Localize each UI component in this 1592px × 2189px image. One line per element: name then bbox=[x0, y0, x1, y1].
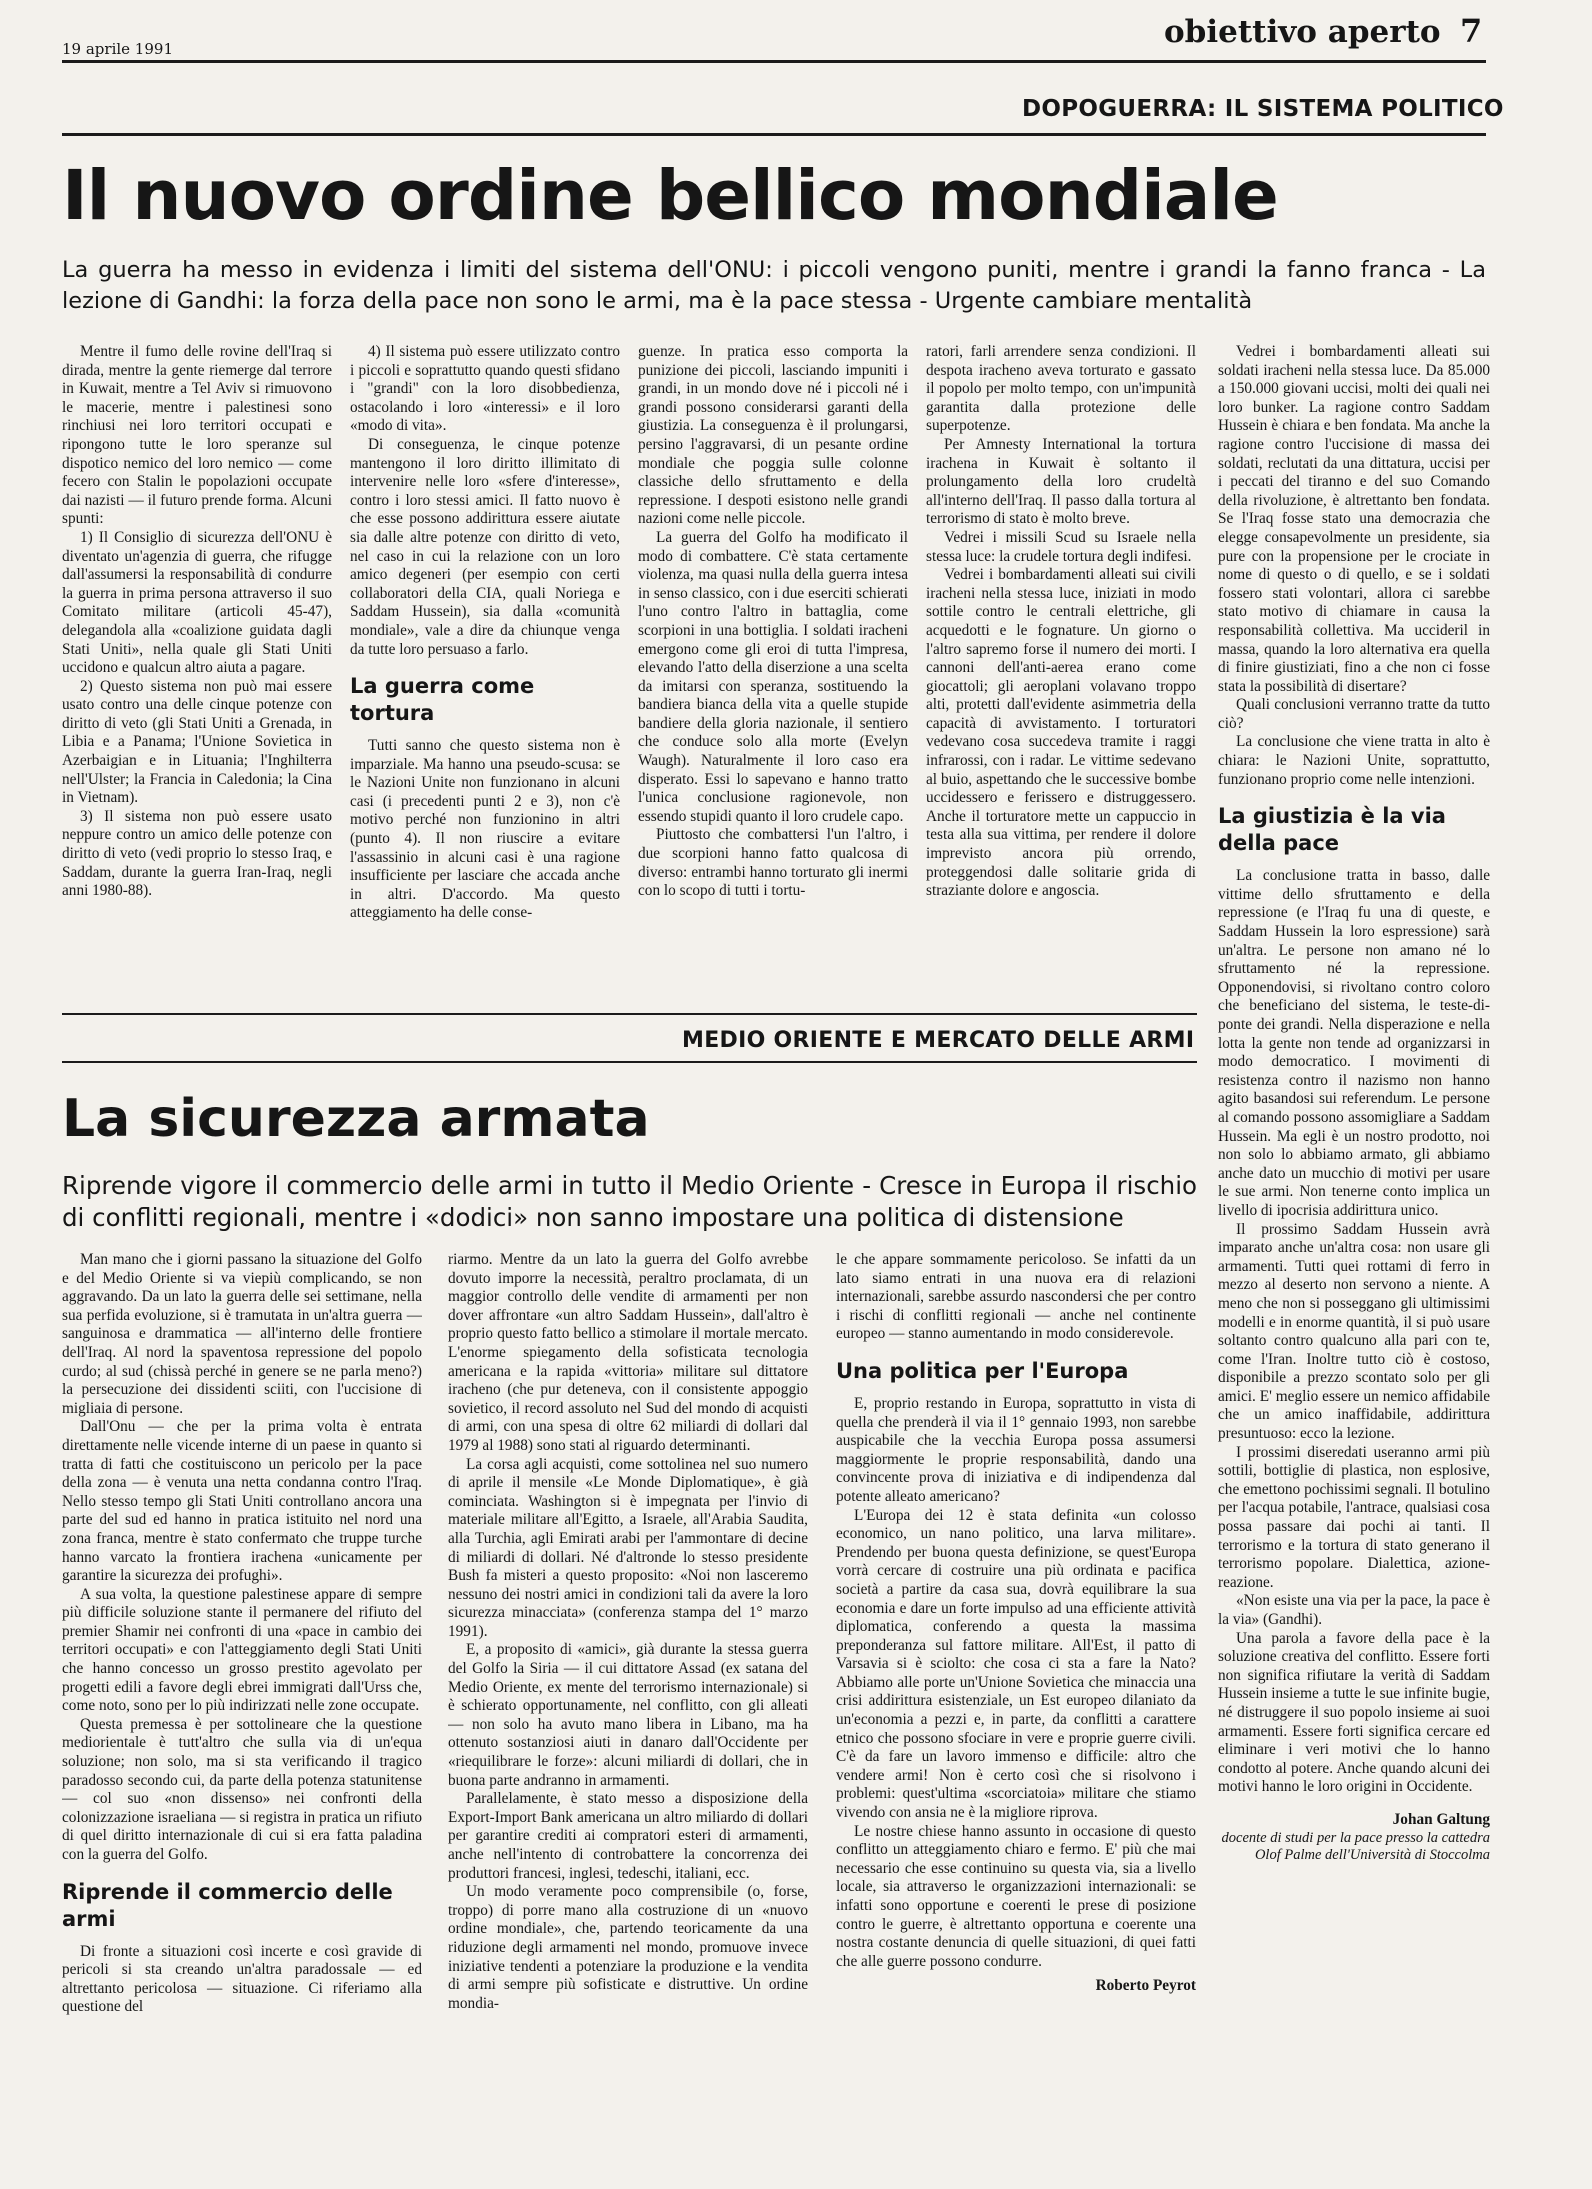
paragraph: La guerra del Golfo ha modificato il modo di combattere. C'è stata certamente violenza, ma quasi nulla della guerra intesa in senso classico, con i due eserciti schierati l'uno contro l'altro in battaglia, come scorpioni in una bottiglia. I soldati iracheni emergono come gli eroi di tutta l'impresa, elevando l'atto della diserzione a una scelta da imitarsi con speranza, sostituendo la bandiera bianca della vita a quelle stupide bandiere della gloria nazionale, il sentiero che conduce solo alla morte (Evelyn Waugh). Naturalmente il loro caso era disperato. Essi lo sapevano e hanno tratto l'unica conclusione ragionevole, non essendo stupidi quanto il loro crudele capo. bbox=[638, 528, 908, 825]
article2-title: La sicurezza armata bbox=[62, 1089, 650, 1149]
article1-column-5 bbox=[1218, 343, 1490, 2153]
subheading: La giustizia è la via della pace bbox=[1218, 804, 1446, 856]
paragraph: guenze. In pratica esso comporta la punizione dei piccoli, lasciando impuniti i grandi, in un mondo dove né i piccoli né i grandi possono considerarsi garanti della giustizia. La conseguenza è il prolungarsi, persino l'aggravarsi, di un pesante ordine mondiale che poggia sulle colonne classiche dello sfruttamento e della repressione. I despoti esistono nelle grandi nazioni come nelle piccole. bbox=[638, 343, 908, 528]
paragraph: 1) Il Consiglio di sicurezza dell'ONU è diventato un'agenzia di guerra, che rifugge dall'assumersi la responsabilità di condurre la guerra in prima persona attraverso il suo Comitato militare (articoli 45-47), delegandola alla «coalizione guidata dagli Stati Uniti», nella quale gli Stati Uniti uccidono e qualcun altro aiuta a pagare. bbox=[62, 528, 332, 677]
paragraph: Man mano che i giorni passano la situazione del Golfo e del Medio Oriente si va viepiù complicando, se non aggravando. Da un lato la guerra delle sei settimane, nella sua perfida evoluzione, si è tramutata in un'altra guerra — sanguinosa e drammatica — all'interno delle frontiere dell'Iraq. Al nord la spaventosa repressione del popolo curdo; al sud (chissà perché in genere se ne parla meno?) la persecuzione dei dissidenti sciiti, con l'uccisione di migliaia di persone. bbox=[62, 1251, 422, 1417]
issue-date: 19 aprile 1991 bbox=[62, 40, 173, 58]
paragraph: ratori, farli arrendere senza condizioni. Il despota iracheno aveva torturato e gassato il popolo per molto tempo, con un'impunità garantita dalla protezione delle superpotenze. bbox=[926, 343, 1196, 435]
subheading: Riprende il commercio delle armi bbox=[62, 1879, 393, 1931]
paragraph: La corsa agli acquisti, come sottolinea nel suo numero di aprile il mensile «Le Monde Diplomatique», è già cominciata. Washington si è impegnata per l'invio di materiale militare all'Egitto, a Israele, all'Arabia Saudita, alla Turchia, agli Emirati arabi per l'ammontare di decine di miliardi di dollari. Né d'altronde lo stesso presidente Bush fa misteri a questo proposito: «Noi non lasceremo nessuno dei nostri amici in condizioni tali da avere la loro sicurezza minacciata» (conferenza stampa del 1° marzo 1991). bbox=[448, 1455, 808, 1640]
paragraph: Questa premessa è per sottolineare che la questione mediorientale è tutt'altro che sulla via di un'equa soluzione; non solo, ma si sta verificando il tragico paradosso secondo cui, da parte della potenza statunitense — col suo «non dissenso» nei confronti della colonizzazione israeliana — si registra in pratica un rifiuto di quel diritto internazionale di cui si era fatta paladina con la guerra del Golfo. bbox=[62, 1715, 422, 1863]
subheading: La guerra come tortura bbox=[350, 674, 535, 726]
paragraph: Il prossimo Saddam Hussein avrà imparato anche un'altra cosa: non usare gli armamenti. Tutti quei rottami di ferro in mezzo al deserto non servono a niente. A meno che non si posseggano gli ultimissimi modelli e in enorme quantità, il si può usare soltanto contro qualcuno alla pari con te, come l'Iran. Inoltre tutto ciò è costoso, disponibile a prezzo scontato solo per gli amici. E' meglio essere un nemico affidabile che un amico inaffidabile, addirittura presuntuoso: ecco la lezione. bbox=[1218, 1220, 1490, 1443]
paragraph: 3) Il sistema non può essere usato neppure contro un amico delle potenze con diritto di veto (vedi proprio lo stesso Iraq, e Saddam, durante la guerra Iran-Iraq, negli anni 1980-88). bbox=[62, 807, 332, 900]
article1-author-note: docente di studi per la pace presso la cattedra Olof Palme dell'Università di Stoccolma bbox=[1221, 1829, 1490, 1863]
paragraph: Quali conclusioni verranno tratte da tutto ciò? bbox=[1218, 696, 1490, 732]
paragraph: Mentre il fumo delle rovine dell'Iraq si dirada, mentre la gente riemerge dal terrore in Kuwait, mentre a Tel Aviv si rimuovono le macerie, mentre i palestinesi sono rinchiusi nei loro territori occupati e ripongono tutte le loro speranze sul dispotico nemico del loro nemico — come fecero con Stalin le popolazioni occupate dai nazisti — il futuro prende forma. Alcuni spunti: bbox=[62, 343, 332, 528]
publication-name: obiettivo aperto bbox=[1164, 14, 1441, 50]
paragraph: Un modo veramente poco comprensibile (o, forse, troppo) di porre mano alla costruzione di un «nuovo ordine mondiale», che, partendo teoricamente da una riduzione degli armamenti nel mondo, promuove invece iniziative tendenti a potenziare la produzione e la vendita di armi sempre più sofisticate e distruttive. Un ordine mondia- bbox=[448, 1883, 808, 2012]
paragraph: Una parola a favore della pace è la soluzione creativa del conflitto. Essere forti non significa rifiutare la verità di Saddam Hussein insieme a tutte le sue infinite bugie, né distruggere il suo popolo insieme ai suoi armamenti. Essere forti significa cercare ed eliminare i veri motivi che lo hanno condotto al potere. Anche quando alcuni dei motivi hanno le loro origini in Occidente. bbox=[1218, 1629, 1490, 1796]
paragraph: Per Amnesty International la tortura irachena in Kuwait è soltanto il prolungamento della loro crudeltà all'interno dell'Iraq. Il passo dalla tortura al terrorismo di stato è molto breve. bbox=[926, 435, 1196, 528]
article1-title: Il nuovo ordine bellico mondiale bbox=[62, 156, 1278, 236]
article2-kicker-rule bbox=[62, 1061, 1197, 1063]
subheading: Una politica per l'Europa bbox=[836, 1358, 1129, 1383]
paragraph: riarmo. Mentre da un lato la guerra del Golfo avrebbe dovuto imporre la necessità, peraltro proclamata, di un maggior controllo delle vendite di armamenti per non dover affrontare «un altro Saddam Hussein», dall'altro è proprio questo fatto bellico a stimolare il mortale mercato. L'enorme spiegamento della sofisticata tecnologia americana e la rapida «vittoria» militare sul dittatore iracheno (che pur deteneva, con il consistente appoggio sovietico, il record assoluto nel Sud del mondo di acquisti di armi, con una spesa di oltre 62 miliardi di dollari dal 1979 al 1988) sono stati al riguardo determinanti. bbox=[448, 1251, 808, 1454]
paragraph: Dall'Onu — che per la prima volta è entrata direttamente nelle vicende interne di un paese in quanto si tratta di fatti che costituiscono un pericolo per la pace della zona — è venuta una netta condanna contro l'Iraq. Nello stesso tempo gli Stati Uniti controllano ancora una parte del sud ed hanno in pratica istituito nel nord una zona franca, mentre è stato confermato che truppe turche hanno varcato la frontiera irachena «unicamente per garantire la sicurezza dei profughi». bbox=[62, 1418, 422, 1585]
paragraph: 2) Questo sistema non può mai essere usato contro una delle cinque potenze con diritto di veto (gli Stati Uniti a Grenada, in Libia e a Panama; l'Unione Sovietica in Azerbaigian e in Lituania; l'Inghilterra nell'Ulster; la Francia in Caledonia; la Cina in Vietnam). bbox=[62, 677, 332, 807]
paragraph: Le nostre chiese hanno assunto in occasione di questo conflitto un atteggiamento chiaro e fermo. E' più che mai necessario che esse continuino su questa via, sia a livello locale, sia attraverso le organizzazioni internazionali: se infatti sono opportune e coerenti le prese di posizione contro le guerre, è altrettanto opportuna e coerente una nostra costante denuncia di quelle situazioni, di quei fatti che alle guerre possono condurre. bbox=[836, 1822, 1196, 1970]
paragraph: Piuttosto che combattersi l'un l'altro, i due scorpioni hanno fatto qualcosa di diverso: entrambi hanno torturato gli inermi con lo scopo di tutti i tortu- bbox=[638, 826, 908, 900]
article1-kicker: DOPOGUERRA: IL SISTEMA POLITICO bbox=[1022, 96, 1504, 122]
article1-kicker-rule bbox=[62, 133, 1486, 136]
paragraph: E, proprio restando in Europa, soprattutto in vista di quella che prenderà il via il 1° gennaio 1993, non sarebbe auspicabile che la vecchia Europa possa assumersi maggiormente le proprie responsabilità, dando una convincente prova di iniziativa e di indipendenza dal potente alleato americano? bbox=[836, 1394, 1196, 1505]
paragraph: 4) Il sistema può essere utilizzato contro i piccoli e soprattutto quando questi sfidano i "grandi" con la loro disobbedienza, ostacolando i loro «interessi» e il loro «modo di vita». bbox=[350, 343, 620, 435]
paragraph: La conclusione che viene tratta in alto è chiara: le Nazioni Unite, soprattutto, funzionano proprio come nelle intenzioni. bbox=[1218, 733, 1490, 788]
paragraph: le che appare sommamente pericoloso. Se infatti da un lato siamo entrati in una nuova era di relazioni internazionali, sarebbe assurdo nascondersi che per contro i rischi di conflitti regionali — anche nel continente europeo — stanno aumentando in modo considerevole. bbox=[836, 1251, 1196, 1343]
paragraph: Vedrei i bombardamenti alleati sui civili iracheni nella stessa luce, iniziati in modo sottile contro le centrali elettriche, gli acquedotti e le fognature. Un giorno o l'altro sapremo forse il numero dei morti. I cannoni dell'anti-aerea erano come giocattoli; gli aeroplani volavano troppo alti, protetti dall'evidente asimmetria della capacità di avvistamento. I torturatori vedevano cosa succedeva tramite i raggi infrarossi, con i radar. Le vittime sedevano al buio, aspettando che le successive bombe uccidessero e ferissero e distruggessero. Anche il torturatore mette un cappuccio in testa alla sua vittima, per rendere il dolore imprevisto ancora più orrendo, proteggendosi dalle solitarie grida di straziante dolore e angoscia. bbox=[926, 566, 1196, 900]
paragraph: E, a proposito di «amici», già durante la stessa guerra del Golfo la Siria — il cui dittatore Assad (ex satana del Medio Oriente, ex mente del terrorismo internazionale) si è schierato opportunamente, nel conflitto, con gli alleati — non solo ha avuto mano libera in Libano, ma ha ottenuto sostanziosi aiuti in danaro dall'Occidente per «riequilibrare le forze»: alcuni miliardi di dollari, che in buona parte andranno in armamenti. bbox=[448, 1641, 808, 1789]
paragraph: Di fronte a situazioni così incerte e così gravide di pericoli si sta creando un'altra paradossale — ed altrettanto pericolosa — situazione. Ci riferiamo alla questione del bbox=[62, 1942, 422, 2016]
article2-top-rule bbox=[62, 1013, 1197, 1015]
paragraph: Vedrei i bombardamenti alleati sui soldati iracheni nella stessa luce. Da 85.000 a 150.000 giovani uccisi, molti dei quali nei loro bunker. La ragione contro Saddam Hussein è chiara e ben fondata. Ma anche la ragione contro l'uccisione di massa dei soldati, reclutati da una dittatura, uccisi per i peccati del tiranno e del suo Comando della rivoluzione, è altrettanto ben fondata. Se l'Iraq fosse stato una democrazia che elegge consapevolmente un presidente, sia pure con la propensione per le crociate in nome di questo o di quello, e se i soldati fossero stati volontari, allora ci sarebbe stato motivo di chiamare in causa la responsabilità collettiva. Ma uccideril in massa, quando la loro alternativa era quella di finire giustiziati, fino a che non ci fosse stata la possibilità di disertare? bbox=[1218, 343, 1490, 695]
paragraph: Parallelamente, è stato messo a disposizione della Export-Import Bank americana un altro miliardo di dollari per garantire crediti ai compratori esteri di armamenti, anche nell'intento di controbattere la concorrenza dei produttori francesi, inglesi, tedeschi, italiani, ecc. bbox=[448, 1790, 808, 1882]
article2-deck: Riprende vigore il commercio delle armi in tutto il Medio Oriente - Cresce in Europa il rischio di conflitti regionali, mentre i «dodici» non sanno impostare una politica di distensione bbox=[62, 1171, 1197, 1232]
article1-column-4 bbox=[926, 343, 1196, 1003]
article1-column-1 bbox=[62, 343, 332, 1003]
article2-column-2 bbox=[448, 1251, 808, 2166]
page-number: 7 bbox=[1460, 12, 1483, 50]
paragraph: I prossimi diseredati useranno armi più sottili, bottiglie di plastica, non esplosive, che emettono pochissimi segnali. Il botulino per l'acqua potabile, l'antrace, qualsiasi cosa possa passare dai pochi ai tanti. Il terrorismo e la tortura di stato generano il terrorismo popolare. Dialettica, azione-reazione. bbox=[1218, 1443, 1490, 1591]
article1-author: Johan Galtung bbox=[1392, 1810, 1490, 1828]
paragraph: Vedrei i missili Scud su Israele nella stessa luce: la crudele tortura degli indifesi. bbox=[926, 528, 1196, 565]
article1-column-3 bbox=[638, 343, 908, 1003]
article2-column-1 bbox=[62, 1251, 422, 2166]
article2-author: Roberto Peyrot bbox=[1095, 1977, 1196, 1995]
paragraph: A sua volta, la questione palestinese appare di sempre più difficile soluzione stante il permanere del rifiuto del premier Shamir nei confronti di una «pace in cambio dei territori occupati» e con l'atteggiamento degli Stati Uniti che hanno concesso un grosso prestito agevolato per progetti edili a favore degli ebrei immigrati dall'Urss che, come noto, sono per lo più indirizzati nelle zone occupate. bbox=[62, 1585, 422, 1715]
article1-deck: La guerra ha messo in evidenza i limiti del sistema dell'ONU: i piccoli vengono puniti, mentre i grandi la fanno franca - La lezione di Gandhi: la forza della pace non sono le armi, ma è la pace stessa - Urgente cambiare mentalità bbox=[62, 257, 1486, 314]
header-rule bbox=[62, 60, 1486, 63]
paragraph: Di conseguenza, le cinque potenze mantengono il loro diritto illimitato di intervenire nelle loro «sfere d'interesse», contro i loro stessi amici. Il fatto nuovo è che esse possono addirittura essere aiutate sia dalle altre potenze con diritto di veto, nel caso in cui la relazione con un loro amico degeneri (per esempio con certi collaboratori della CIA, quali Noriega e Saddam Hussein), sia dalla «comunità mondiale», vale a dire da chiunque venga da tutte loro persuaso a farlo. bbox=[350, 435, 620, 658]
paragraph: Tutti sanno che questo sistema non è imparziale. Ma hanno una pseudo-scusa: se le Nazioni Unite non funzionano in alcuni casi (i precedenti punti 2 e 3), non c'è motivo perché non funzionino in altri (punto 4). Il non riuscire a evitare l'assassinio in alcuni casi è una ragione insufficiente per lasciare che accada anche in altri. D'accordo. Ma questo atteggiamento ha delle conse- bbox=[350, 737, 620, 922]
article2-column-3 bbox=[836, 1251, 1196, 2166]
paragraph: La conclusione tratta in basso, dalle vittime dello sfruttamento e della repressione (e l'Iraq fu una di queste, e Saddam Hussein la loro espressione) sarà un'altra. Le persone non amano né lo sfruttamento né la repressione. Opponendovisi, si rivoltano contro coloro che beneficiano del sistema, le teste-di-ponte dei grandi. Nella disperazione e nella lotta la gente non tende ad organizzarsi in modo democratico. I movimenti di resistenza contro il nazismo non hanno agito basandosi sui referendum. Le persone al comando possono assomigliare a Saddam Hussein. Ma egli è un nostro prodotto, noi non solo lo abbiamo armato, gli abbiamo anche dato un mucchio di motivi per usare le sue armi. Non tenerne conto implica un livello di ipocrisia addirittura unico. bbox=[1218, 867, 1490, 1219]
article2-kicker: MEDIO ORIENTE E MERCATO DELLE ARMI bbox=[682, 1028, 1195, 1053]
article1-column-2 bbox=[350, 343, 620, 1003]
paragraph: L'Europa dei 12 è stata definita «un colosso economico, un nano politico, una larva militare». Prendendo per buona questa definizione, se quest'Europa vorrà cercare di costruire una più ordinata e pacifica società a partire da casa sua, dovrà equilibrare la sua economia e dare un forte impulso ad una efficiente attività diplomatica, conferendo a questa la massima preponderanza sul fattore militare. All'Est, il patto di Varsavia si è sciolto: che cosa ci sta a fare la Nato? Abbiamo alle porte un'Unione Sovietica che minaccia una crisi addirittura esistenziale, un Est europeo dilaniato da un'economia a pezzi e, in parte, da conflitti a carattere etnico che possono sfociare in vere e proprie guerre civili. C'è da fare un lavoro immenso e difficile: altro che vendere armi! Non è certo così che si risolvono i problemi: quest'ultima «scorciatoia» militare che stiamo vivendo con ansia ne è la migliore riprova. bbox=[836, 1506, 1196, 1822]
paragraph: «Non esiste una via per la pace, la pace è la via» (Gandhi). bbox=[1218, 1592, 1490, 1628]
